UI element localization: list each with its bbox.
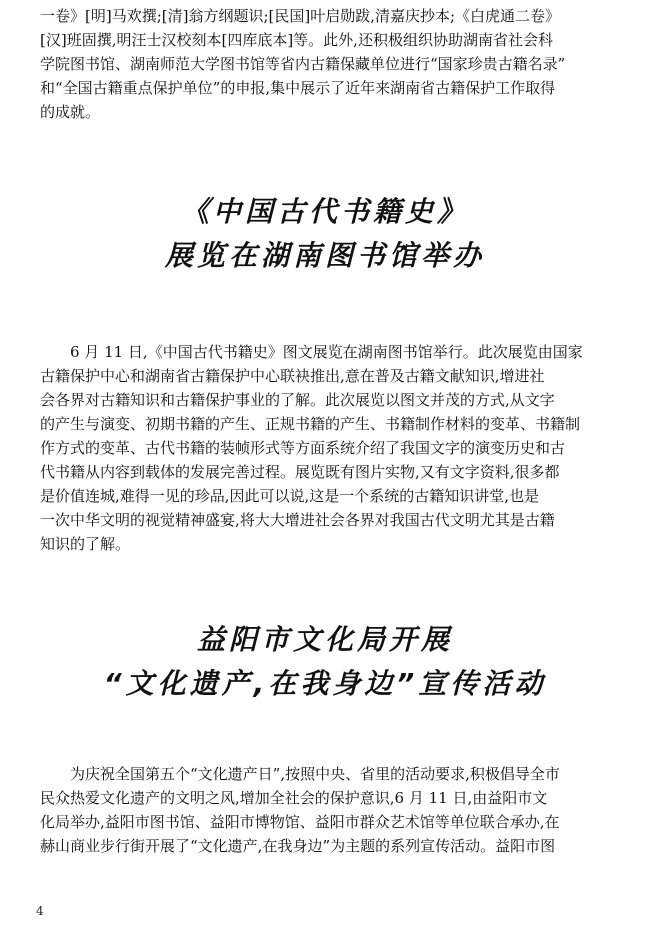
text-line: 是价值连城,难得一见的珍品,因此可以说,这是一个系统的古籍知识讲堂,也是 [40,487,540,505]
text-line: 知识的了解。 [40,535,131,553]
text-line: 和“全国古籍重点保护单位”的申报,集中展示了近年来湖南省古籍保护工作取得 [40,79,556,97]
article1-title [0,190,650,278]
page-number: 4 [36,904,44,918]
article2-title-line1: 益阳市文化局开展 [196,623,453,656]
text-line: [汉]班固撰,明汪士汉校刻本[四库底本]等。此外,还积极组织协助湖南省社会科 [40,31,553,49]
article2-title [0,618,650,706]
text-line: 一卷》[明]马欢撰;[清]翁方纲题识;[民国]叶启勋跋,清嘉庆抄本;《白虎通二卷》 [40,7,561,25]
text-line: 为庆祝全国第五个“文化遗产日”,按照中央、省里的活动要求,积极倡导全市 [70,765,560,783]
text-line: 作方式的变革、古代书籍的装帧形式等方面系统介绍了我国文字的演变历史和古 [40,439,566,457]
intro-paragraph [40,4,612,124]
article1-body [40,340,612,556]
article1-title-line1: 《中国古代书籍史》 [180,195,469,228]
article2-title-line2: “文化遗产,在我身边”宣传活动 [103,667,547,700]
article1-title-line2: 展览在湖南图书馆举办 [164,239,485,272]
text-line: 的成就。 [40,103,101,121]
text-line: 6 月 11 日,《中国古代书籍史》图文展览在湖南图书馆举行。此次展览由国家 [70,343,583,361]
text-line: 的产生与演变、初期书籍的产生、正规书籍的产生、书籍制作材料的变革、书籍制 [40,415,581,433]
text-line: 赫山商业步行街开展了“文化遗产,在我身边”为主题的系列宣传活动。益阳市图 [40,837,556,855]
text-line: 化局举办,益阳市图书馆、益阳市博物馆、益阳市群众艺术馆等单位联合承办,在 [40,813,560,831]
text-line: 会各界对古籍知识和古籍保护事业的了解。此次展览以图文并茂的方式,从文字 [40,391,555,409]
article2-body [40,762,612,858]
text-line: 学院图书馆、湖南师范大学图书馆等省内古籍保藏单位进行“国家珍贵古籍名录” [40,55,566,73]
text-line: 民众热爱文化遗产的文明之风,增加全社会的保护意识,6 月 11 日,由益阳市文 [40,789,548,807]
text-line: 代书籍从内容到载体的发展完善过程。展览既有图片实物,又有文字资料,很多都 [40,463,560,481]
text-line: 古籍保护中心和湖南省古籍保护中心联袂推出,意在普及古籍文献知识,增进社 [40,367,545,385]
text-line: 一次中华文明的视觉精神盛宴,将大大增进社会各界对我国古代文明尤其是古籍 [40,511,555,529]
